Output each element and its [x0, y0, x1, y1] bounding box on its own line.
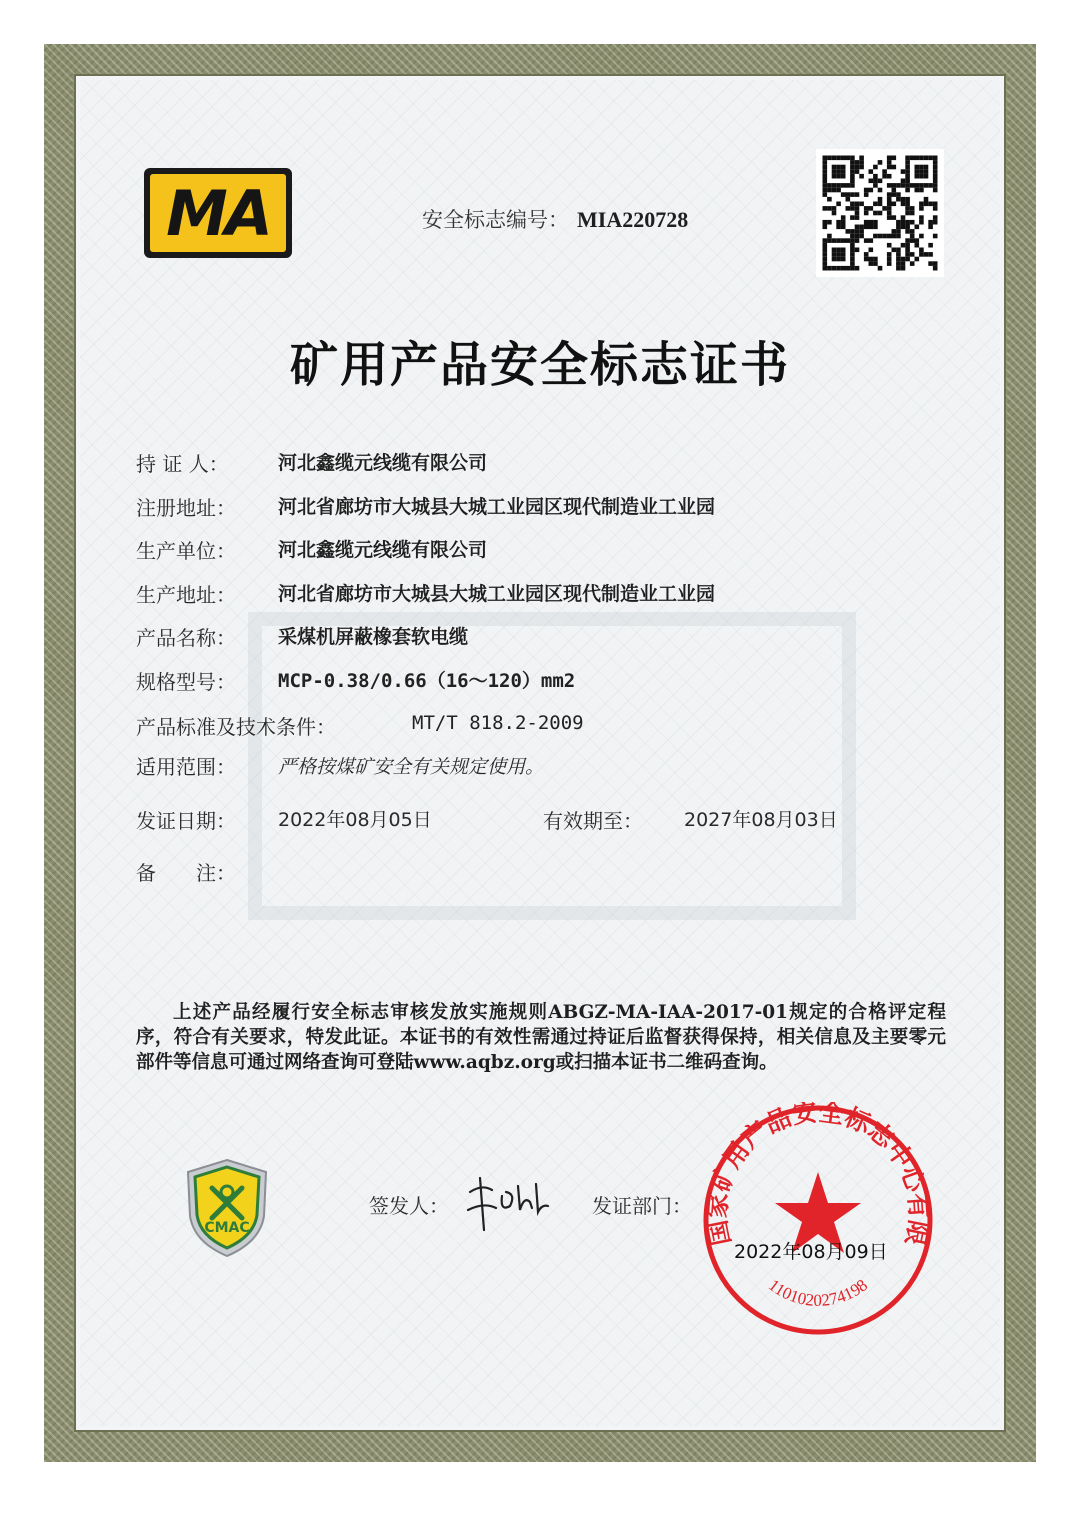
scope-label: 适用范围：: [136, 755, 236, 779]
standard-label: 产品标准及技术条件：: [136, 715, 336, 739]
certificate-title: 矿用产品安全标志证书: [289, 337, 790, 393]
seal-text: 国家矿用产品安全标志中心有限: [702, 1102, 934, 1248]
ma-logo: [144, 168, 292, 258]
model-value: MCP-0.38/0.66（16～120）mm2: [278, 670, 576, 692]
prod-address-value: 河北省廊坊市大城县大城工业园区现代制造业工业园: [278, 583, 716, 605]
holder-label: 持 证 人：: [136, 452, 229, 476]
valid-until-label: 有效期至：: [543, 809, 643, 833]
cert-number-label: 安全标志编号：: [422, 208, 569, 232]
product-name-value: 采煤机屏蔽橡套软电缆: [278, 626, 469, 648]
holder-value: 河北鑫缆元线缆有限公司: [278, 452, 488, 474]
signer-label: 签发人：: [369, 1194, 449, 1218]
issue-date-value: 2022年08月05日: [278, 809, 432, 831]
producer-label: 生产单位：: [136, 539, 236, 563]
signature-icon: [462, 1166, 552, 1236]
remarks-label: 备 注：: [136, 861, 236, 885]
qr-code-icon: [816, 149, 944, 277]
issue-date-label: 发证日期：: [136, 809, 236, 833]
certificate-statement: 上述产品经履行安全标志审核发放实施规则ABGZ-MA-IAA-2017-01规定的合格评定程序，符合有关要求，特发此证。本证书的有效性需通过持证后监督获得保持，相关信息及主要零元部件等信息可通过网络查询可登陆www.aqbz.org或扫描本证书二维码查询。: [136, 1002, 946, 1073]
model-label: 规格型号：: [136, 670, 236, 694]
standard-value: MT/T 818.2-2009: [412, 712, 584, 734]
valid-until-value: 2027年08月03日: [684, 809, 838, 831]
producer-value: 河北鑫缆元线缆有限公司: [278, 539, 488, 561]
reg-address-label: 注册地址：: [136, 496, 236, 520]
seal-number: 1101020274198: [764, 1275, 872, 1310]
cmac-text: CMAC: [204, 1220, 250, 1236]
product-name-label: 产品名称：: [136, 626, 236, 650]
cmac-logo: [184, 1158, 270, 1258]
dept-label: 发证部门：: [592, 1194, 692, 1218]
cert-number: [422, 204, 688, 234]
scope-value: 严格按煤矿安全有关规定使用。: [278, 756, 545, 778]
ma-logo-text: MA: [150, 174, 286, 252]
reg-address-value: 河北省廊坊市大城县大城工业园区现代制造业工业园: [278, 496, 716, 518]
prod-address-label: 生产地址：: [136, 583, 236, 607]
issue-date-stamp: 2022年08月09日: [734, 1241, 888, 1263]
official-seal-icon: [700, 1102, 936, 1338]
cert-number-value: MIA220728: [577, 207, 689, 232]
